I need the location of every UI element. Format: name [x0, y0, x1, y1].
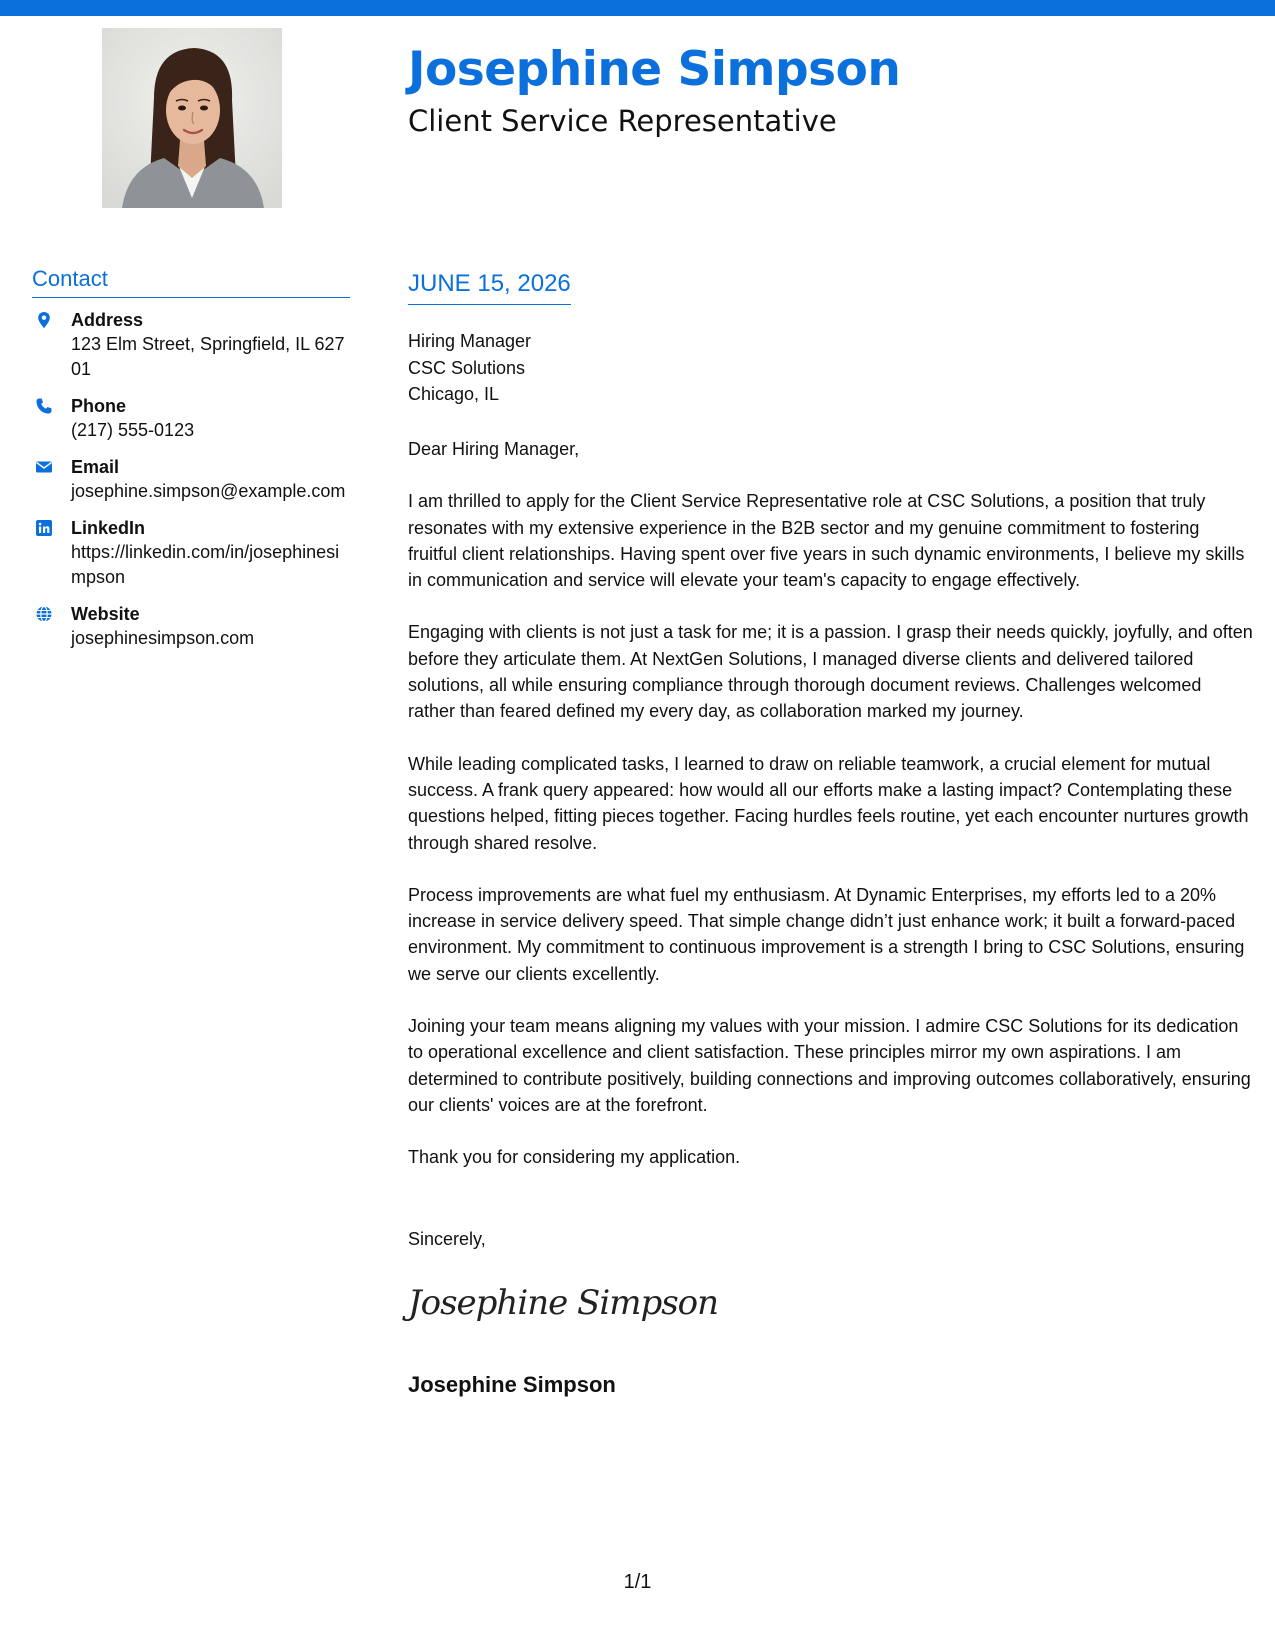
- email-value[interactable]: josephine.simpson@example.com: [71, 481, 346, 501]
- website-value[interactable]: josephinesimpson.com: [71, 628, 255, 648]
- recipient-line: CSC Solutions: [408, 357, 526, 378]
- profile-photo: [102, 28, 282, 208]
- address-value: 123 Elm Street, Springfield, IL 62701: [71, 334, 345, 379]
- recipient-line: Hiring Manager: [408, 331, 532, 351]
- letter-paragraph: I am thrilled to apply for the Client Service Representative role at CSC Solutions, a position that truly resonates with my extensive experience in the B2B sector and my genuine commitment to fostering fruitful client relationships. Having spent over five years in such dynamic environments, I believe my skills in communication and service will elevate your team's capacity to engage effectively.: [408, 491, 1245, 591]
- contact-email: [32, 455, 352, 504]
- applicant-name: Josephine Simpson: [408, 42, 901, 97]
- linkedin-label: LinkedIn: [71, 518, 146, 538]
- letter-paragraph: Joining your team means aligning my values with your mission. I admire CSC Solutions for its dedication to operational excellence and client satisfaction. These principles mirror my own aspirations. I am determined to contribute positively, building connections and improving outcomes collaboratively, ensuring our clients' voices are at the forefront.: [408, 1016, 1251, 1115]
- signature: Josephine Simpson: [408, 1283, 719, 1323]
- contact-address: [32, 308, 352, 382]
- top-accent-bar: [0, 0, 1275, 16]
- closing: Sincerely,: [408, 1229, 486, 1249]
- letter-date: JUNE 15, 2026: [408, 270, 571, 305]
- phone-label: Phone: [71, 396, 127, 416]
- recipient-block: [408, 328, 531, 408]
- contact-list: [32, 308, 352, 663]
- letter-body: [408, 436, 1253, 1197]
- phone-icon: [35, 397, 53, 415]
- map-pin-icon: [35, 311, 53, 329]
- address-label: Address: [71, 310, 144, 330]
- letter-paragraph: Process improvements are what fuel my enthusiasm. At Dynamic Enterprises, my efforts led to a 20% increase in service delivery speed. That simple change didn’t just enhance work; it built a forward-paced environment. My commitment to continuous improvement is a strength I bring to CSC Solutions, ensuring we serve our clients excellently.: [408, 884, 1245, 984]
- globe-icon: [35, 605, 53, 623]
- letter-paragraph: While leading complicated tasks, I learned to draw on reliable teamwork, a crucial element for mutual success. A frank query appeared: how would all our efforts make a lasting impact? Contemplating these questions helped, fitting pieces together. Facing hurdles feels routine, yet each encounter nurtures growth through shared resolve.: [408, 753, 1249, 853]
- contact-heading: Contact: [32, 266, 350, 298]
- contact-linkedin: [32, 516, 352, 590]
- signer-name: Josephine Simpson: [408, 1372, 616, 1397]
- phone-value: (217) 555-0123: [71, 420, 195, 440]
- job-title: Client Service Representative: [408, 104, 837, 138]
- contact-website: [32, 602, 352, 651]
- email-label: Email: [71, 457, 120, 477]
- salutation: Dear Hiring Manager,: [408, 439, 580, 459]
- linkedin-value[interactable]: https://linkedin.com/in/josephinesimpson: [71, 542, 340, 587]
- recipient-line: Chicago, IL: [408, 384, 500, 404]
- linkedin-icon: [35, 519, 53, 537]
- website-label: Website: [71, 604, 140, 624]
- page-number: 1/1: [623, 1571, 652, 1593]
- contact-phone: [32, 394, 352, 443]
- envelope-icon: [35, 458, 53, 476]
- letter-paragraph: Engaging with clients is not just a task for me; it is a passion. I grasp their needs quickly, joyfully, and often before they articulate them. At NextGen Solutions, I managed diverse clients and delivered tailored solutions, all while ensuring compliance through thorough document reviews. Challenges welcomed rather than feared defined my every day, as collaboration marked my journey.: [408, 622, 1253, 722]
- letter-paragraph: Thank you for considering my application.: [408, 1147, 741, 1168]
